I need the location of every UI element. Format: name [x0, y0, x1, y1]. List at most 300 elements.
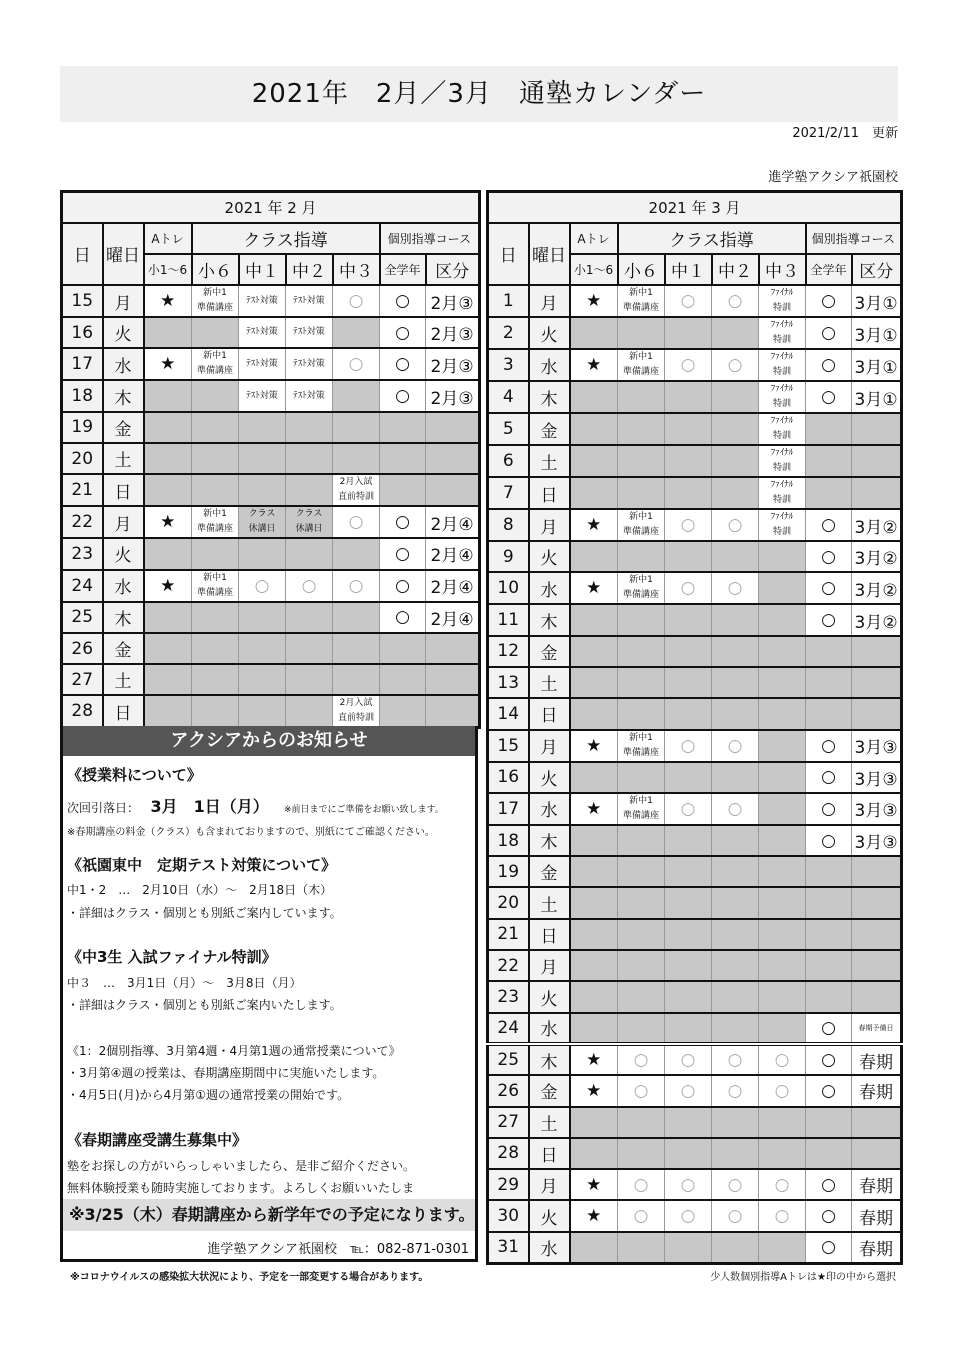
day-cell: 19: [488, 856, 529, 887]
s6-cell: [618, 1107, 665, 1138]
c3-cell: [759, 667, 806, 698]
c2-cell: [712, 317, 759, 349]
atore-cell: [570, 636, 618, 667]
header-atore-sub: 小1～6: [570, 254, 618, 285]
day-cell: 20: [488, 887, 529, 918]
tuition-line: [67, 794, 444, 817]
c1-cell: ○: [665, 1075, 712, 1106]
c3-cell: ﾌｧｲﾅﾙ 特訓: [759, 349, 806, 381]
all-cell: ○: [806, 1044, 852, 1075]
c3-cell: ○: [333, 506, 380, 538]
atore-cell: [570, 1138, 618, 1169]
all-cell: [806, 413, 852, 445]
kubun-cell: 春期: [852, 1169, 902, 1200]
c2-cell: [286, 538, 333, 569]
c2-cell: ﾃｽﾄ対策: [286, 380, 333, 411]
day-cell: 17: [488, 793, 529, 825]
c1-cell: [239, 412, 286, 443]
day-cell: 4: [488, 381, 529, 413]
c3-cell: [759, 825, 806, 856]
s6-cell: [618, 413, 665, 445]
c1-cell: ﾃｽﾄ対策: [239, 285, 286, 317]
c1-cell: [665, 1013, 712, 1044]
c2-cell: ○: [712, 572, 759, 604]
c1-cell: [665, 317, 712, 349]
calendar-row: [488, 762, 902, 793]
day-cell: 14: [488, 698, 529, 729]
all-cell: [806, 477, 852, 509]
calendar-row: [488, 1075, 902, 1106]
c1-cell: [665, 919, 712, 950]
weekday-cell: 火: [103, 538, 144, 569]
calendar-row: [488, 1169, 902, 1200]
s6-cell: [618, 636, 665, 667]
c1-cell: [665, 825, 712, 856]
c3-cell: [333, 633, 380, 664]
weekday-cell: 日: [529, 698, 570, 729]
calendar-row: [488, 950, 902, 981]
day-cell: 18: [62, 380, 103, 411]
kubun-cell: [852, 981, 902, 1012]
c1-cell: ○: [665, 793, 712, 825]
weekday-cell: 木: [529, 825, 570, 856]
c1-cell: [665, 1107, 712, 1138]
all-cell: ○: [806, 381, 852, 413]
c1-cell: [665, 381, 712, 413]
kubun-cell: 春期予備日: [852, 1013, 902, 1044]
atore-cell: [570, 317, 618, 349]
calendar-row: [488, 572, 902, 604]
header-day: 日: [62, 223, 103, 286]
atore-cell: [144, 443, 192, 474]
kubun-cell: 2月③: [426, 317, 480, 348]
atore-cell: ★: [570, 349, 618, 381]
c2-cell: [712, 698, 759, 729]
atore-cell: ★: [144, 348, 192, 380]
calendar-row: [488, 541, 902, 572]
c1-cell: [239, 633, 286, 664]
c3-cell: ○: [333, 348, 380, 380]
all-cell: [806, 636, 852, 667]
kubun-cell: 春期: [852, 1075, 902, 1106]
header-c2: 中２: [712, 254, 759, 285]
c1-cell: ○: [665, 572, 712, 604]
calendar-row: [62, 570, 480, 602]
c3-cell: ○: [759, 1200, 806, 1231]
atore-cell: ★: [144, 570, 192, 602]
atore-cell: [144, 664, 192, 695]
c2-cell: [712, 919, 759, 950]
weekday-cell: 金: [529, 1075, 570, 1106]
s6-cell: [192, 474, 239, 506]
c3-cell: [759, 793, 806, 825]
weekday-cell: 水: [103, 348, 144, 380]
c3-cell: [759, 604, 806, 635]
c2-cell: [712, 856, 759, 887]
c2-cell: [712, 981, 759, 1012]
header-day: 日: [488, 223, 529, 286]
s6-cell: 新中1 準備講座: [192, 285, 239, 317]
footer-covid-note: ※コロナウイルスの感染拡大状況により、予定を一部変更する場合があります。: [70, 1272, 429, 1283]
c3-cell: [759, 762, 806, 793]
c3-cell: 2月入試 直前特訓: [333, 474, 380, 506]
c1-cell: [239, 664, 286, 695]
calendar-row: [62, 633, 480, 664]
c2-cell: [286, 695, 333, 728]
month-title: 2021 年 2 月: [62, 192, 480, 223]
weekday-cell: 木: [103, 380, 144, 411]
kubun-cell: [852, 950, 902, 981]
c3-cell: ﾌｧｲﾅﾙ 特訓: [759, 445, 806, 477]
tuition-title: 《授業料について》: [67, 766, 202, 784]
day-cell: 5: [488, 413, 529, 445]
all-cell: ○: [380, 317, 426, 348]
c2-cell: [286, 474, 333, 506]
kubun-cell: [426, 664, 480, 695]
c3-cell: [759, 1138, 806, 1169]
atore-cell: [144, 412, 192, 443]
c3-cell: ○: [759, 1169, 806, 1200]
s6-cell: 新中1 準備講座: [618, 349, 665, 381]
kubun-cell: [852, 919, 902, 950]
atore-cell: ★: [144, 506, 192, 538]
weekday-cell: 水: [529, 793, 570, 825]
day-cell: 2: [488, 317, 529, 349]
c2-cell: ○: [712, 1044, 759, 1075]
c1-cell: [665, 762, 712, 793]
c1-cell: [665, 1232, 712, 1263]
all-cell: ○: [806, 1232, 852, 1263]
kubun-cell: [426, 412, 480, 443]
c2-cell: [286, 633, 333, 664]
s6-cell: [618, 1138, 665, 1169]
kubun-cell: [852, 887, 902, 918]
day-cell: 30: [488, 1200, 529, 1231]
c1-cell: ﾃｽﾄ対策: [239, 317, 286, 348]
c3-cell: ○: [333, 570, 380, 602]
c2-cell: [712, 1232, 759, 1263]
c2-cell: ○: [712, 730, 759, 762]
notice-panel: [60, 726, 478, 1262]
kubun-cell: [852, 667, 902, 698]
atore-cell: [570, 856, 618, 887]
contact-info: 進学塾アクシア祇園校 ℡：082-871-0301: [207, 1242, 469, 1257]
weekday-cell: 土: [529, 1107, 570, 1138]
kubun-cell: [852, 1107, 902, 1138]
weekday-cell: 水: [103, 570, 144, 602]
weekday-cell: 土: [103, 443, 144, 474]
atore-cell: [570, 950, 618, 981]
day-cell: 20: [62, 443, 103, 474]
test-title: 《祇園東中 定期テスト対策について》: [67, 856, 337, 874]
kubun-cell: [852, 636, 902, 667]
february-calendar: [60, 190, 481, 729]
c3-cell: [759, 887, 806, 918]
c3-cell: [333, 664, 380, 695]
day-cell: 25: [62, 602, 103, 633]
all-cell: [380, 474, 426, 506]
all-cell: [380, 633, 426, 664]
c3-cell: 2月入試 直前特訓: [333, 695, 380, 728]
c1-cell: ﾃｽﾄ対策: [239, 380, 286, 411]
month-title: 2021 年 3 月: [488, 192, 902, 223]
c1-cell: ﾃｽﾄ対策: [239, 348, 286, 380]
c2-cell: ﾃｽﾄ対策: [286, 348, 333, 380]
kubun-cell: [852, 856, 902, 887]
all-cell: ○: [806, 349, 852, 381]
test-line2: ・詳細はクラス・個別とも別紙ご案内しています。: [67, 906, 342, 920]
kubun-cell: [426, 695, 480, 728]
c1-cell: ○: [665, 1044, 712, 1075]
weekday-cell: 金: [103, 633, 144, 664]
atore-cell: [570, 667, 618, 698]
school-name: 進学塾アクシア祇園校: [768, 170, 898, 185]
atore-cell: [570, 762, 618, 793]
header-kobetsu: 個別指導コース: [806, 223, 902, 254]
atore-cell: [144, 380, 192, 411]
kubun-cell: 春期: [852, 1232, 902, 1263]
calendar-row: [488, 887, 902, 918]
c3-cell: [759, 919, 806, 950]
kubun-cell: [426, 474, 480, 506]
day-cell: 25: [488, 1044, 529, 1075]
calendar-row: [488, 667, 902, 698]
c1-cell: [665, 445, 712, 477]
c3-cell: ○: [759, 1044, 806, 1075]
c1-cell: [665, 698, 712, 729]
calendar-row: [62, 664, 480, 695]
all-cell: [380, 443, 426, 474]
calendar-row: [488, 1232, 902, 1263]
weekday-cell: 日: [529, 1138, 570, 1169]
header-atore: Aトレ: [570, 223, 618, 254]
all-cell: ○: [806, 285, 852, 317]
header-c2: 中２: [286, 254, 333, 285]
all-cell: [806, 667, 852, 698]
c3-cell: [759, 541, 806, 572]
atore-cell: [144, 474, 192, 506]
day-cell: 21: [62, 474, 103, 506]
header-weekday: 曜日: [103, 223, 144, 286]
header-atore: Aトレ: [144, 223, 192, 254]
calendar-row: [488, 1107, 902, 1138]
calendar-row: [62, 695, 480, 728]
weekday-cell: 土: [103, 664, 144, 695]
header-kubun: 区分: [426, 254, 480, 285]
calendar-row: [488, 919, 902, 950]
day-cell: 23: [488, 981, 529, 1012]
c1-cell: [665, 667, 712, 698]
c1-cell: クラス 休講日: [239, 506, 286, 538]
s6-cell: ○: [618, 1075, 665, 1106]
kubun-cell: [852, 413, 902, 445]
day-cell: 17: [62, 348, 103, 380]
all-cell: [380, 412, 426, 443]
c2-cell: [712, 636, 759, 667]
atore-cell: ★: [570, 1169, 618, 1200]
calendar-row: [62, 317, 480, 348]
c1-cell: ○: [665, 730, 712, 762]
c1-cell: [239, 474, 286, 506]
c1-cell: ○: [665, 1200, 712, 1231]
s6-cell: 新中1 準備講座: [192, 348, 239, 380]
s6-cell: [192, 695, 239, 728]
header-weekday: 曜日: [529, 223, 570, 286]
s6-cell: [618, 698, 665, 729]
s6-cell: ○: [618, 1200, 665, 1231]
c1-cell: [239, 602, 286, 633]
calendar-row: [62, 506, 480, 538]
c2-cell: [712, 950, 759, 981]
all-cell: ○: [806, 730, 852, 762]
atore-cell: [570, 541, 618, 572]
s6-cell: [192, 602, 239, 633]
calendar-row: [488, 856, 902, 887]
kubun-cell: [426, 443, 480, 474]
tuition-note: ※春期講座の料金（クラス）も含まれておりますので、別紙にてご確認ください。: [67, 827, 435, 838]
atore-cell: [144, 317, 192, 348]
calendar-row: [488, 1200, 902, 1231]
c3-cell: [333, 412, 380, 443]
withdrawal-label: 次回引落日：: [67, 801, 140, 815]
calendar-row: [488, 636, 902, 667]
kubun-cell: 2月④: [426, 538, 480, 569]
day-cell: 11: [488, 604, 529, 635]
page-title: 2021年 2月／3月 通塾カレンダー: [60, 66, 898, 122]
c3-cell: [759, 572, 806, 604]
c3-cell: [759, 981, 806, 1012]
kubun-cell: 春期: [852, 1044, 902, 1075]
kubun-cell: 3月③: [852, 730, 902, 762]
kubun-cell: 3月①: [852, 317, 902, 349]
c3-cell: ﾌｧｲﾅﾙ 特訓: [759, 381, 806, 413]
atore-cell: [570, 698, 618, 729]
c3-cell: ﾌｧｲﾅﾙ 特訓: [759, 285, 806, 317]
day-cell: 29: [488, 1169, 529, 1200]
header-kobetsu: 個別指導コース: [380, 223, 480, 254]
weekday-cell: 月: [529, 1169, 570, 1200]
c3-cell: ﾌｧｲﾅﾙ 特訓: [759, 317, 806, 349]
c2-cell: [712, 604, 759, 635]
all-cell: ○: [806, 572, 852, 604]
atore-cell: [570, 445, 618, 477]
c1-cell: [239, 538, 286, 569]
c3-cell: [333, 443, 380, 474]
kubun-cell: [852, 445, 902, 477]
all-cell: ○: [806, 1169, 852, 1200]
s6-cell: [618, 950, 665, 981]
s6-cell: [618, 887, 665, 918]
weekday-cell: 火: [529, 1200, 570, 1231]
c2-cell: [712, 413, 759, 445]
calendar-row: [488, 981, 902, 1012]
c2-cell: [712, 762, 759, 793]
c2-cell: [712, 381, 759, 413]
s6-cell: [618, 317, 665, 349]
header-c1: 中１: [665, 254, 712, 285]
spring-line1: 塾をお探しの方がいらっしゃいましたら、是非ご紹介ください。: [67, 1159, 416, 1173]
header-class: クラス指導: [618, 223, 806, 254]
final-line1: 中３ … 3月1日（月）～ 3月8日（月）: [67, 976, 302, 990]
c2-cell: ○: [712, 509, 759, 541]
atore-cell: [144, 633, 192, 664]
calendar-row: [62, 285, 480, 317]
header-all: 全学年: [806, 254, 852, 285]
c2-cell: [712, 667, 759, 698]
c3-cell: ﾌｧｲﾅﾙ 特訓: [759, 509, 806, 541]
c2-cell: ○: [712, 349, 759, 381]
atore-cell: [570, 381, 618, 413]
calendar-row: [62, 538, 480, 569]
day-cell: 24: [62, 570, 103, 602]
s6-cell: [618, 856, 665, 887]
c3-cell: [759, 730, 806, 762]
weekday-cell: 日: [103, 695, 144, 728]
atore-cell: [570, 1013, 618, 1044]
c1-cell: [665, 950, 712, 981]
day-cell: 6: [488, 445, 529, 477]
kubun-cell: 2月④: [426, 506, 480, 538]
calendar-row: [488, 604, 902, 635]
kubun-cell: 3月①: [852, 381, 902, 413]
atore-cell: ★: [570, 509, 618, 541]
weekday-cell: 土: [529, 445, 570, 477]
weekday-cell: 金: [529, 413, 570, 445]
c2-cell: [286, 602, 333, 633]
weekday-cell: 金: [529, 856, 570, 887]
day-cell: 26: [488, 1075, 529, 1106]
atore-cell: ★: [570, 572, 618, 604]
c3-cell: ﾌｧｲﾅﾙ 特訓: [759, 413, 806, 445]
weekday-cell: 月: [529, 950, 570, 981]
weekday-cell: 火: [529, 762, 570, 793]
weekday-cell: 木: [103, 602, 144, 633]
spring-title: 《春期講座受講生募集中》: [67, 1131, 248, 1149]
kobetsu-line1: ・3月第④週の授業は、春期講座期間中に実施いたします。: [67, 1066, 385, 1080]
day-cell: 3: [488, 349, 529, 381]
weekday-cell: 火: [529, 541, 570, 572]
day-cell: 26: [62, 633, 103, 664]
c2-cell: [712, 477, 759, 509]
day-cell: 18: [488, 825, 529, 856]
day-cell: 23: [62, 538, 103, 569]
c3-cell: [333, 317, 380, 348]
c3-cell: ○: [333, 285, 380, 317]
c1-cell: [665, 887, 712, 918]
s6-cell: [618, 825, 665, 856]
weekday-cell: 木: [529, 1044, 570, 1075]
day-cell: 12: [488, 636, 529, 667]
header-c1: 中１: [239, 254, 286, 285]
s6-cell: ○: [618, 1044, 665, 1075]
all-cell: [806, 919, 852, 950]
all-cell: [806, 981, 852, 1012]
c1-cell: [665, 981, 712, 1012]
kubun-cell: 3月①: [852, 349, 902, 381]
atore-cell: [570, 1107, 618, 1138]
day-cell: 1: [488, 285, 529, 317]
all-cell: [806, 856, 852, 887]
atore-cell: ★: [144, 285, 192, 317]
weekday-cell: 月: [103, 285, 144, 317]
all-cell: ○: [806, 1200, 852, 1231]
atore-cell: ★: [570, 793, 618, 825]
c2-cell: [286, 664, 333, 695]
all-cell: ○: [806, 317, 852, 349]
kubun-cell: 3月①: [852, 285, 902, 317]
c3-cell: [333, 538, 380, 569]
weekday-cell: 火: [529, 317, 570, 349]
